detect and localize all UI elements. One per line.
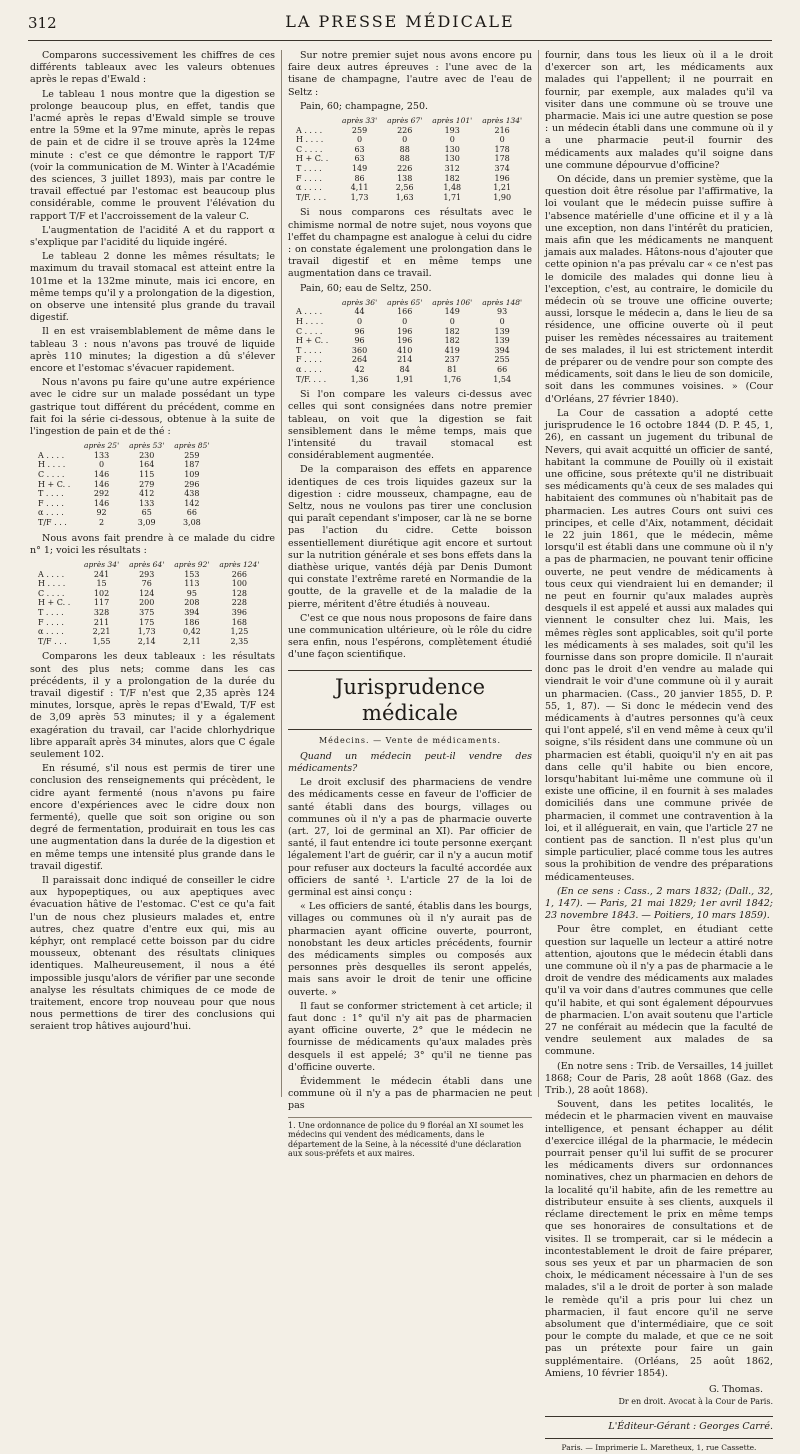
table-row [296,193,527,203]
table-cell: 1,76 [443,374,462,384]
table-header-row [38,560,264,570]
table-header-row [296,116,527,126]
table-cell: 3,09 [137,518,156,528]
table-cell: 1,73 [137,627,156,637]
table-cell: 226 [397,125,413,135]
table-cell: 130 [444,144,460,154]
row-label: H + C. . [38,598,71,608]
paragraph: Comparons les deux tableaux : les résultats sont des plus nets; comme dans les cas précédents, il y a prolongation de la durée du travail digestif : T/F n'est que 2,35 après 124 minutes, lorsque, après le repas d'Ewald, T/F est de 3,09 après 53 minutes; il y a également exagération du travail, car l'acide chlorhydrique libre apparaît après 34 minutes, alors que C égale seulement 102. [30,651,275,761]
row-label: T . . . . [296,163,322,173]
table-row [38,637,264,647]
table-cell: 139 [494,336,510,346]
paragraph: « Les officiers de santé, établis dans les bourgs, villages ou communes où il n'y aurait pas de pharmacien ayant officine ouverte, pourront, nonobstant les deux articles précédents, fournir des médicaments simples ou composés aux personnes près desquelles ils seront appelés, mais sans avoir le droit de tenir une officine ouverte. » [288,901,532,998]
row-label: F . . . . [38,617,64,627]
table-cell: 296 [184,479,200,489]
table-cell: 255 [494,355,510,365]
table-cell: 396 [231,608,248,618]
paragraph: Pour être complet, en étudiant cette question sur laquelle un lecteur a attiré notre attention, ajoutons que le médecin établi dans une commune où il n'y a pas de pharmacie a le droit de vendre des médicaments aux malades qu'il va voir dans d'autres communes que celle qu'il habite, et qui sont également dépourvues de pharmacien. L'on avait soutenu que l'article 27 ne conférait au médecin que la faculté de vendre seulement aux malades de sa commune. [545,924,773,1058]
table-cell: 138 [397,173,413,183]
citation: (En ce sens : Cass., 2 mars 1832; (Dall., 32, 1, 147). — Paris, 21 mai 1829; 1er avril 1842; 23 novembre 1843. — Poitiers, 10 mars 1859). [545,885,773,922]
table-cell: 124 [139,588,155,598]
paragraph: Souvent, dans les petites localités, le médecin et le pharmacien vivent en mauvaise intelligence, et pensant échapper au délit d'exercice illégal de la pharmacie, le médecin pourrait penser qu'il lui suffit de se procurer les médicaments divers sur ordonnances nominatives, chez un pharmacien en dehors de la localité qu'il habite, afin de les remettre au distributeur ensuite à ses clients, auxquels il réclame directement le prix en même temps que ses honoraires de consultations et de visites. Il se tromperait, car si le médecin a incontestablement le droit de faire préparer, sous ses yeux et par un pharmacien de son choix, le médicament nécessaire à l'un de ses malades, s'il a le droit de porter à son malade le remède qu'il a pris pour lui chez un pharmacien, il faut encore qu'il ne serve absolument que d'intermédiaire, que ce soit pour le compte du malade, et que ce ne soit pas un prétexte pour faire un gain supplémentaire. (Orléans, 25 août 1862, Amiens, 10 février 1854). [545,1099,773,1379]
row-label: H . . . . [296,135,324,145]
table-cell: 86 [354,173,365,183]
results-table-2 [38,560,264,646]
table-cell: 2,11 [182,636,201,646]
table-cell: 266 [231,569,248,579]
table-cell: 187 [184,460,200,470]
table-cell: 438 [184,489,200,499]
table-cell: 360 [351,345,368,355]
table-cell: 92 [96,508,107,518]
paragraph: Il faut se conformer strictement à cet article; il faut donc : 1° qu'il n'y ait pas de pharmacien ayant officine ouverte, 2° que le médecin ne fournisse de médicaments qu'aux malades près desquels il est appelé; 3° qu'il ne tienne pas d'officine ouverte. [288,1000,532,1073]
table-row [38,598,264,608]
row-label: T . . . . [38,489,64,499]
row-label: T/F. . . . [296,192,327,202]
table-cell: 109 [184,470,200,480]
citation: (En notre sens : Trib. de Versailles, 14 juillet 1868; Cour de Paris, 28 août 1868 (Gaz. des Trib.), 28 août 1868). [545,1060,773,1097]
table-cell: 3,08 [182,518,201,528]
table-header-row [38,441,214,451]
table-cell: 182 [444,326,460,336]
table-cell: 1,71 [443,192,462,202]
row-label: A . . . . [38,569,65,579]
table-row [38,579,264,589]
row-label: H . . . . [38,579,66,589]
table-cell: 0 [99,460,105,470]
section-title: Jurisprudence médicale [288,670,532,730]
column-header: après 65' [387,297,423,307]
section-subtitle: Médecins. — Vente de médicaments. [318,735,502,745]
table-cell: 2,14 [137,636,156,646]
paragraph: Comparons successivement les chiffres de ces différents tableaux avec les valeurs obtenues après le repas d'Ewald : [30,50,275,86]
row-label: H . . . . [38,460,66,470]
row-label: C . . . . [296,326,323,336]
table-cell: 214 [397,355,413,365]
table-cell: 2,21 [92,627,111,637]
table-cell: 1,55 [92,636,111,646]
row-label: T/F . . . [38,518,67,528]
table-cell: 0 [449,135,455,145]
column-header: après 34' [84,560,120,570]
paragraph: En résumé, s'il nous est permis de tirer une conclusion des renseignements qui précèdent, le cidre ayant fermenté (nous n'avons pu faire encore d'expériences avec le cidre doux non fermenté), quelle que soit son origine ou son degré de fermentation, produirait en tous les cas une augmentation dans la durée de la digestion et en même temps une intensité plus grande dans le travail digestif. [30,763,275,872]
table-cell: 65 [141,508,152,518]
table-cell: 1,73 [350,192,369,202]
row-label: H . . . . [296,316,324,326]
results-table-seltz [296,298,527,384]
table-cell: 164 [139,460,155,470]
column-rule [538,50,539,1097]
table-cell: 166 [397,307,413,317]
table-cell: 1,91 [395,374,414,384]
table-cell: 237 [444,355,460,365]
table-row [296,336,527,346]
column-left [30,50,275,1036]
table-cell: 102 [93,588,110,598]
table-cell: 66 [497,364,508,374]
table-cell: 146 [93,479,110,489]
table-cell: 96 [354,336,365,346]
table-cell: 196 [494,173,510,183]
paragraph: Nous avons fait prendre à ce malade du cidre n° 1; voici les résultats : [30,532,275,556]
table-cell: 0,42 [182,627,201,637]
table-cell: 312 [444,163,460,173]
table-cell: 0 [402,135,408,145]
table-cell: 1,54 [493,374,512,384]
table-row [38,618,264,628]
table-cell: 117 [93,598,110,608]
table-cell: 279 [139,479,155,489]
table-cell: 130 [444,154,460,164]
table-cell: 84 [399,364,410,374]
row-label: α . . . . [38,508,64,518]
table-cell: 1,90 [493,192,512,202]
table-row [296,317,527,327]
table-row [38,608,264,618]
row-label: F . . . . [296,355,322,365]
paragraph: L'augmentation de l'acidité A et du rapport α s'explique par l'acidité du liquide ingéré. [30,224,275,249]
table-cell: 76 [141,579,152,589]
row-label: T/F. . . . [296,374,327,384]
column-header: après 64' [129,560,165,570]
table-cell: 63 [354,144,365,154]
table-cell: 394 [494,345,510,355]
table-cell: 292 [93,489,110,499]
question-heading: Quand un médecin peut-il vendre des médicaments? [288,750,532,774]
table-cell: 175 [139,617,155,627]
table-row [38,499,214,509]
table-row [296,145,527,155]
column-right [545,50,773,1454]
author-signature: G. Thomas. [708,1383,763,1395]
table-cell: 293 [139,569,155,579]
table-row [296,365,527,375]
paragraph: Il paraissait donc indiqué de conseiller le cidre aux hypopeptiques, ou aux apeptiques avec évacuation hâtive de l'estomac. C'est ce qu'a fait l'un de nous chez plusieurs malades et, entre autres, chez quatre d'entre eux qui, mis au képhyr, ont remplacé cette boisson par du cidre mousseux, obtenant des résultats cliniques identiques. Malheureusement, il nous a été impossible jusqu'alors de vérifier par une seconde analyse les résultats chimiques de ce mode de traitement, encore trop nouveau pour que nous nous permettions de tirer des conclusions qui seraient trop hâtives aujourd'hui. [30,875,275,1033]
author-title: Dr en droit. Avocat à la Cour de Paris. [618,1397,773,1407]
results-table-champagne [296,116,527,202]
table-cell: 0 [357,316,363,326]
table-cell: 419 [444,345,460,355]
table-cell: 4,11 [350,183,369,193]
table-cell: 2 [99,518,105,528]
table-cell: 374 [494,163,510,173]
paragraph: Nous n'avons pu faire qu'une autre expérience avec le cidre sur un malade possédant un type gastrique tout différent du précédent, comme en fait foi la série ci-dessous, obtenue à la suite de l'ingestion de pain et de thé : [30,377,275,438]
table-cell: 66 [186,508,197,518]
table-row [38,627,264,637]
table-header-row [296,298,527,308]
table-cell: 0 [402,316,408,326]
table-cell: 259 [184,450,200,460]
table-cell: 63 [354,154,365,164]
table-cell: 0 [449,316,455,326]
editor-line: L'Éditeur-Gérant : Georges Carré. [545,1416,773,1433]
table-cell: 1,63 [395,192,414,202]
table-corner [38,441,79,451]
paragraph: Le tableau 2 donne les mêmes résultats; le maximum du travail stomacal est atteint entre la 101me et la 132me minute, mais ici encore, en même temps qu'il y a prolongation de la digestion, on observe une intensité plus grande du travail digestif. [30,251,275,324]
table-cell: 259 [351,125,368,135]
table-cell: 1,48 [443,183,462,193]
column-header: après 53' [129,441,165,451]
table-cell: 149 [351,163,368,173]
table-cell: 139 [494,326,510,336]
row-label: α . . . . [296,183,322,193]
table-cell: 1,36 [350,374,369,384]
table-cell: 128 [231,588,248,598]
paragraph: Si nous comparons ces résultats avec le chimisme normal de notre sujet, nous voyons que l'effet du champagne est analogue à celui du cidre : on constate également une prolongation dans le travail digestif et en même temps une augmentation dans ce travail. [288,207,532,280]
column-header: après 67' [387,116,423,126]
table-cell: 81 [447,364,458,374]
table-cell: 1,21 [493,183,512,193]
paragraph: Évidemment le médecin établi dans une commune où il n'y a pas de pharmacien ne peut pas [288,1076,532,1112]
table-cell: 226 [397,163,413,173]
paragraph: Si l'on compare les valeurs ci-dessus avec celles qui sont consignées dans notre premier tableau, on voit que la digestion se fait sensiblement dans le même temps, mais que l'intensité du travail stomacal est considérablement augmentée. [288,389,532,462]
row-label: F . . . . [38,498,64,508]
table-row [296,327,527,337]
table-cell: 1,25 [230,627,249,637]
row-label: A . . . . [38,450,65,460]
row-label: F . . . . [296,173,322,183]
column-header: après 101' [432,116,473,126]
row-label: H + C. . [38,479,71,489]
table-row [38,451,214,461]
table-cell: 88 [399,154,410,164]
journal-title: LA PRESSE MÉDICALE [285,12,515,31]
column-header: après 134' [482,116,523,126]
table-row [296,355,527,365]
page-header [28,6,772,41]
table-row [296,346,527,356]
table-cell: 200 [139,598,155,608]
row-label: C . . . . [296,144,323,154]
table-cell: 168 [231,617,248,627]
table-cell: 193 [444,125,460,135]
row-label: T . . . . [38,608,64,618]
row-label: T/F . . . [38,636,67,646]
table-cell: 44 [354,307,365,317]
column-header: après 25' [84,441,120,451]
footnote: 1. Une ordonnance de police du 9 floréal an XI soumet les médecins qui vendent des médicaments, dans le département de la Seine, à la nécessité d'une déclaration aux sous-préfets et aux maires. [288,1117,532,1159]
column-header: après 33' [342,116,378,126]
table-row [296,154,527,164]
table-cell: 142 [184,498,200,508]
table-cell: 113 [184,579,200,589]
table-cell: 216 [494,125,510,135]
row-label: α . . . . [38,627,64,637]
paragraph: Le tableau 1 nous montre que la digestion se prolonge beaucoup plus, en effet, tandis que l'acmé après le repas d'Ewald simple se trouve entre la 59me et la 97me minute, après le repas de pain et de cidre il se trouve après la 124me minute : c'est ce que démontre le rapport T/F (voir la communication de M. Winter à l'Académie des sciences, 3 juillet 1893), mais par contre le travail effectué par l'estomac est beaucoup plus considérable, comme le prouvent l'élévation du rapport T/F et l'accroissement de la valeur C. [30,88,275,222]
table-cell: 186 [184,617,200,627]
table-caption: Pain, 60; champagne, 250. [300,100,429,112]
column-middle [288,50,532,1159]
printer-line: Paris. — Imprimerie L. Maretheux, 1, rue Cassette. [545,1438,773,1454]
table-corner [296,298,337,308]
table-cell: 133 [139,498,155,508]
table-cell: 412 [139,489,155,499]
table-cell: 178 [494,154,510,164]
row-label: H + C. . [296,154,329,164]
table-row [38,518,214,528]
table-cell: 88 [399,144,410,154]
table-cell: 100 [231,579,248,589]
paragraph: Il en est vraisemblablement de même dans le tableau 3 : nous n'avons pas trouvé de liquide après 110 minutes; la digestion a dû s'élever encore et l'estomac s'évacuer rapidement. [30,326,275,375]
table-corner [38,560,79,570]
table-cell: 2,56 [395,183,414,193]
column-header: après 92' [174,560,210,570]
table-cell: 95 [186,588,197,598]
table-cell: 211 [93,617,110,627]
table-row [296,307,527,317]
table-cell: 0 [357,135,363,145]
table-row [296,174,527,184]
table-cell: 146 [93,470,110,480]
table-cell: 133 [93,450,110,460]
table-row [38,589,264,599]
table-cell: 93 [497,307,508,317]
results-table-1 [38,441,214,527]
table-cell: 196 [397,326,413,336]
table-corner [296,116,337,126]
table-cell: 115 [139,470,155,480]
table-row [38,460,214,470]
table-cell: 15 [96,579,107,589]
table-row [38,480,214,490]
table-cell: 394 [184,608,200,618]
column-header: après 85' [174,441,210,451]
table-row [296,164,527,174]
table-row [296,135,527,145]
paragraph: Le droit exclusif des pharmaciens de vendre des médicaments cesse en faveur de l'officier de santé établi dans des bourgs, villages ou communes où il n'y a pas de pharmacie ouverte (art. 27, loi de germinal an XI). Par officier de santé, il faut entendre ici toute personne exerçant légalement l'art de guérir, car il n'y a aucun motif pour refuser aux docteurs la faculté accordée aux officiers de santé ¹. L'article 27 de la loi de germinal est ainsi conçu : [288,777,532,899]
table-row [296,375,527,385]
row-label: H + C. . [296,336,329,346]
column-header: après 36' [342,297,378,307]
table-cell: 241 [93,569,110,579]
table-cell: 264 [351,355,368,365]
table-cell: 228 [231,598,248,608]
row-label: α . . . . [296,364,322,374]
row-label: T . . . . [296,345,322,355]
paragraph: C'est ce que nous nous proposons de faire dans une communication ultérieure, où le rôle du cidre sera enfin, nous l'espérons, complètement étudié d'une façon scientifique. [288,612,532,661]
paragraph: On décide, dans un premier système, que la question doit être résolue par l'affirmative, la loi voulant que le médecin puisse suffire à l'absence matérielle d'une officine et il y a là une exception, non dans l'intérêt du praticien, mais afin que les médicaments ne manquent jamais aux malades. Hâtons-nous d'ajouter que cette opinion n'a pas prévalu car « ce n'est pas le domicile des malades qui donne lieu à l'exception, c'est, au contraire, le domicile du médecin où se trouve une officine ouverte; aussi, lorsque le médecin a, dans le lieu de sa résidence, une officine ouverte où il peut puiser les remèdes nécessaires au traitement de ses malades, il lui est strictement interdit de préparer ou de vendre pour son compte des médicaments, soit dans le lieu de son domicile, soit dans les communes voisines. » (Cour d'Orléans, 27 février 1840). [545,174,773,405]
table-row [296,126,527,136]
table-cell: 230 [139,450,155,460]
column-header: après 124' [219,560,260,570]
page-number: 312 [28,14,57,32]
table-cell: 0 [499,135,505,145]
paragraph: La Cour de cassation a adopté cette jurisprudence le 16 octobre 1844 (D. P. 45, 1, 26), en cassant un jugement du tribunal de Nevers, qui avait acquitté un officier de santé, habitant la commune de Pouilly où il existait une officine, sous prétexte qu'il ne distribuait ses médicaments qu'à ceux de ses malades qui habitaient des communes où n'habitait pas de pharmacien. Les autres Cours ont suivi ces principes, et celle d'Aix, notamment, décidait le 22 juin 1861, que le médecin, même lorsqu'il est établi dans une commune où il n'y a pas de pharmacien, ne pouvant tenir officine ouverte, ne peut vendre de médicaments à tous ceux qui viendraient lui en demander; il ne peut en fournir qu'aux malades auprès desquels il est appelé et aussi aux malades qui viennent le consulter chez lui. Mais, les mêmes règles sont applicables, soit qu'il porte les médicaments à ses malades, soit qu'il les fournisse dans son propre domicile. Il n'aurait donc pas le droit d'en vendre au malade qui viendrait le voir d'une commune où il y aurait un pharmacien. (Cass., 20 janvier 1855, D. P. 55, 1, 87). — Si donc le médecin vend des médicaments à d'autres personnes qu'à ceux qui l'ont appelé, s'il en vend même à ceux qu'il soigne, s'ils résident dans une commune où un pharmacien est établi, quoiqu'il n'y en ait pas dans celle qu'il habite ou bien encore, lorsqu'habitant lui-même une commune où il existe une officine, il en fournit à ses malades domiciliés dans une commune privée de pharmacien, il commet une contravention à la loi, et il alléguerait, en vain, que l'article 27 ne contient pas de sanction. Il n'est plus qu'un simple particulier, placé comme tous les autres sous la prohibition de vendre des préparations médicamenteuses. [545,407,773,883]
table-cell: 328 [93,608,110,618]
table-row [38,470,214,480]
row-label: A . . . . [296,125,323,135]
paragraph: fournir, dans tous les lieux où il a le droit d'exercer son art, les médicaments aux malades qui l'appellent; il ne pourrait en fournir, par exemple, aux malades qu'il va visiter dans une commune où se trouve une pharmacie. Mais ici une autre question se pose : un médecin établi dans une commune où il y a une pharmacie peut-il fournir des médicaments aux malades qu'il soigne dans une commune dépourvue d'officine? [545,50,773,171]
column-rule [281,50,282,1097]
table-cell: 149 [444,307,460,317]
paragraph: Sur notre premier sujet nous avons encore pu faire deux autres épreuves : l'une avec de la tisane de champagne, l'autre avec de l'eau de Seltz : [288,50,532,98]
column-header: après 148' [482,297,523,307]
row-label: C . . . . [38,470,65,480]
table-row [38,489,214,499]
table-cell: 178 [494,144,510,154]
row-label: C . . . . [38,588,65,598]
table-row [38,570,264,580]
table-cell: 2,35 [230,636,249,646]
table-cell: 0 [499,316,505,326]
table-cell: 182 [444,336,460,346]
table-cell: 42 [354,364,365,374]
paragraph: De la comparaison des effets en apparence identiques de ces trois liquides gazeux sur la digestion : cidre mousseux, champagne, eau de Seltz, nous ne voulons pas tirer une conclusion qui paraît cependant s'imposer, car là ne se borne pas l'action du cidre. Cette boisson essentiellement diurétique agit encore et surtout sur la nutrition générale et ses bons effets dans la diathèse urique, vantés déjà par Denis Dumont qui constate l'extrême rareté en Normandie de la goutte, de la gravelle et de la maladie de la pierre, méritent d'être étudiés à nouveau. [288,464,532,610]
table-cell: 375 [139,608,155,618]
table-cell: 196 [397,336,413,346]
table-cell: 208 [184,598,200,608]
table-row [296,183,527,193]
row-label: A . . . . [296,307,323,317]
table-cell: 96 [354,326,365,336]
table-cell: 153 [184,569,200,579]
column-header: après 106' [432,297,473,307]
table-cell: 146 [93,498,110,508]
table-caption: Pain, 60; eau de Seltz, 250. [300,282,432,294]
table-cell: 410 [397,345,413,355]
table-row [38,508,214,518]
table-cell: 182 [444,173,460,183]
